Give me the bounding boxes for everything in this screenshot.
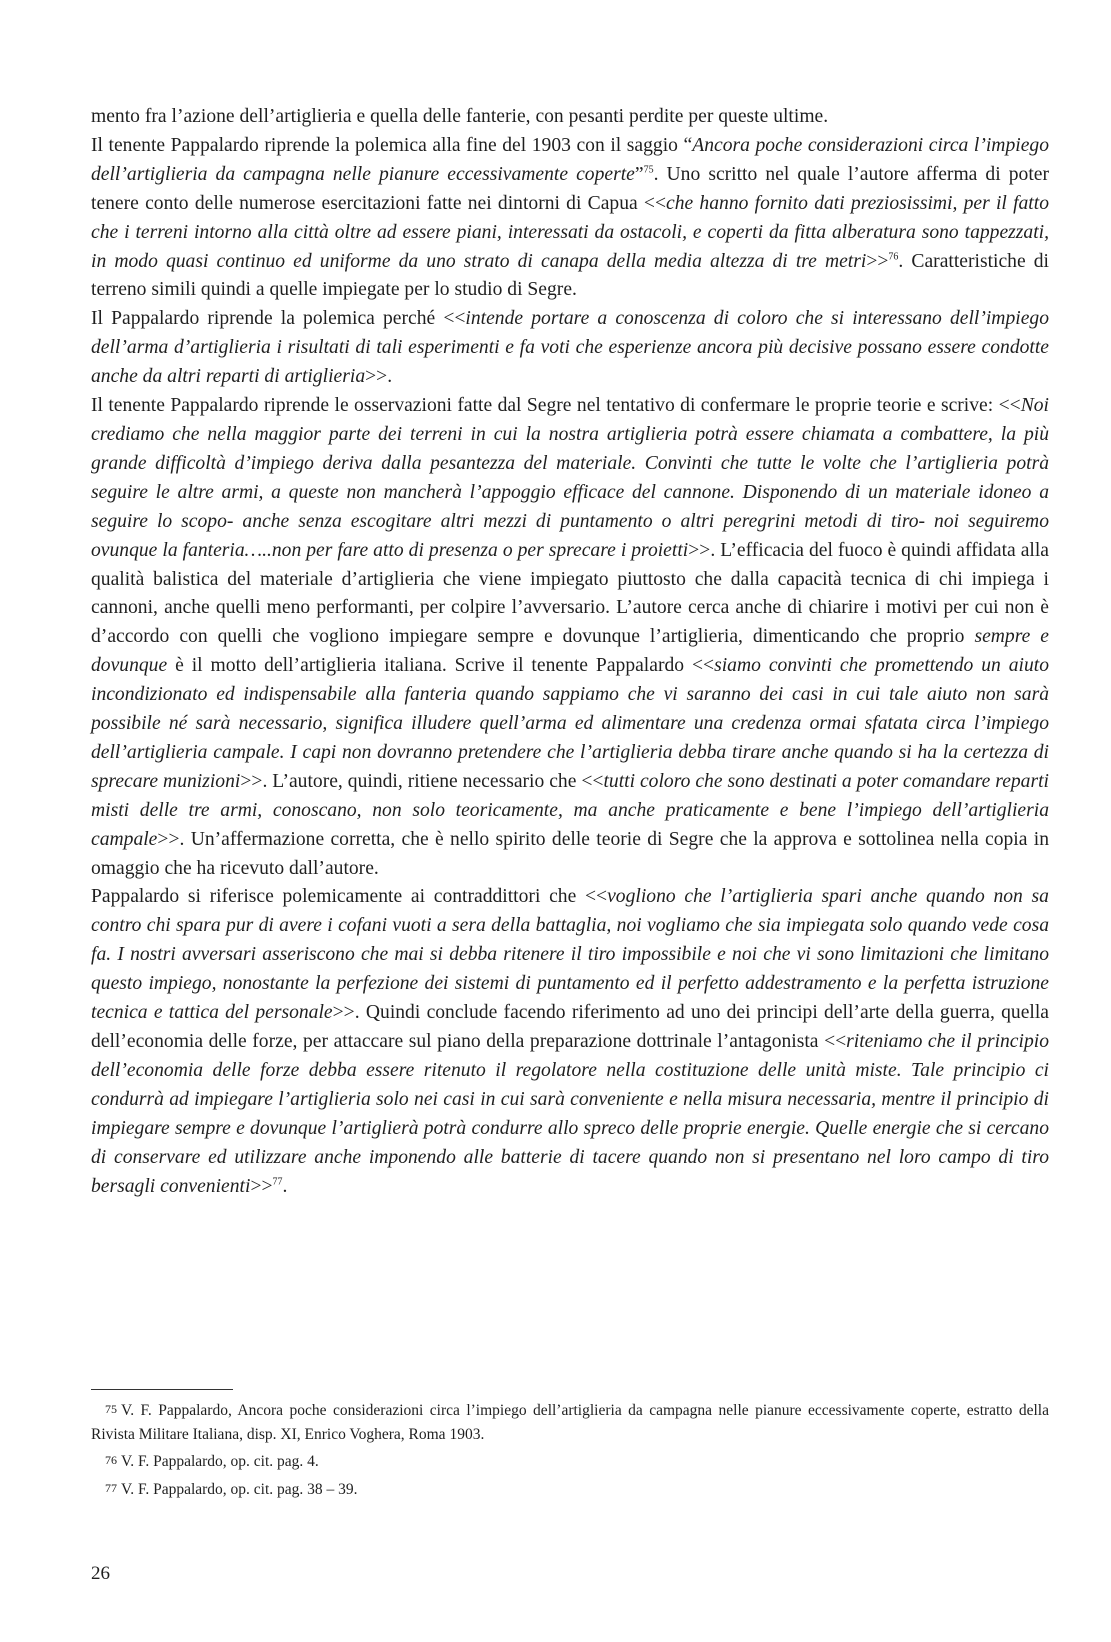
paragraph bbox=[91, 392, 1049, 883]
footnote-number: 75 bbox=[105, 1402, 117, 1416]
text-run: >>. Un’affermazione corretta, che è nello spirito delle teorie di Segre che la approva e sottolinea nella copia in omaggio che ha ricevuto dall’autore. bbox=[91, 828, 1049, 879]
text-run: >>. bbox=[365, 366, 393, 388]
footnote-ref: 75 bbox=[643, 164, 654, 176]
paragraph bbox=[91, 132, 1049, 305]
footnote bbox=[91, 1398, 1049, 1446]
text-run: >> bbox=[250, 1175, 273, 1197]
footnote-separator bbox=[91, 1389, 233, 1390]
text-run: Il tenente Pappalardo riprende le osservazioni fatte dal Segre nel tentativo di confermare le proprie teorie e scrive: << bbox=[91, 395, 1021, 417]
footnote-number: 77 bbox=[105, 1480, 117, 1495]
text-run: >> bbox=[866, 250, 889, 272]
quotation-italic: riteniamo che il principio dell’economia delle forze debba essere ritenuto il regolatore nella costituzione delle unità miste. Tale principio ci condurrà ad impiegare l’artiglieria solo nei casi in cui sarà conveniente e nella misura necessaria, mentre il principio di impiegare sempre e dovunque l’artiglierà potrà condurre allo spreco delle proprie energie. Quelle energie che si cercano di conservare ed utilizzare anche imponendo alle batterie di tacere quando non si presentano nel loro campo di tiro bersagli convenienti bbox=[91, 1031, 1049, 1197]
footnote-number: 76 bbox=[105, 1453, 117, 1467]
text-run: >>. Quindi conclude facendo riferimento ad uno dei principi dell’arte della guerra, quella dell’economia delle forze, per attaccare sul piano della preparazione dottrinale l’antagonista << bbox=[91, 1002, 1049, 1052]
footnote-text: V. F. Pappalardo, op. cit. pag. 38 – 39. bbox=[121, 1480, 358, 1498]
text-run: >>. L’autore, quindi, ritiene necessario che << bbox=[240, 770, 604, 792]
footnote-text: V. F. Pappalardo, Ancora poche considerazioni circa l’impiego dell’artiglieria da campagna nelle pianure eccessivamente coperte, estratto della Rivista Militare Italiana, disp. XI, Enrico Voghera, Roma 1903. bbox=[91, 1402, 1049, 1443]
quotation-italic: tutti coloro che sono destinati a poter comandare reparti misti delle tre armi, conoscano, non solo teoricamente, ma anche praticamente e bene l’impiego dell’artiglieria campale bbox=[91, 770, 1049, 850]
paragraph bbox=[91, 103, 1049, 132]
quotation-italic: intende portare a conoscenza di coloro che si interessano dell’impiego dell’arma d’artiglieria i risultati di tali esperimenti e fa voti che esperienze ancora più decisive possano essere condotte anche da altri reparti di artiglieria bbox=[91, 308, 1049, 388]
text-run: Il Pappalardo riprende la polemica perché << bbox=[91, 308, 466, 330]
paragraph bbox=[91, 883, 1049, 1201]
footnote-text: V. F. Pappalardo, op. cit. pag. 4. bbox=[121, 1453, 319, 1470]
footnote bbox=[91, 1449, 1049, 1474]
footnote bbox=[91, 1477, 1049, 1502]
text-run: Il tenente Pappalardo riprende la polemica alla fine del 1903 con il saggio “ bbox=[91, 134, 693, 156]
text-run: Pappalardo si riferisce polemicamente ai contraddittori che << bbox=[91, 886, 608, 908]
text-run: . bbox=[282, 1175, 288, 1197]
text-run: . Caratteristiche di terreno simili quindi a quelle impiegate per lo studio di Segre. bbox=[91, 250, 1049, 301]
text-run: mento fra l’azione dell’artiglieria e quella delle fanterie, con pesanti perdite per queste ultime. bbox=[91, 106, 829, 127]
text-run: ” bbox=[634, 163, 644, 185]
footnotes bbox=[91, 1398, 1049, 1504]
quotation-italic: che hanno fornito dati preziosissimi, per il fatto che i terreni intorno alla città oltre ad essere piani, interessati da ostacoli, e coperti da fitta alberatura sono tappezzati, in modo quasi continuo ed uniforme da uno strato di canapa della media altezza di tre metri bbox=[91, 192, 1049, 272]
text-run: . Uno scritto nel quale l’autore afferma di poter tenere conto delle numerose esercitazioni fatte nei dintorni di Capua << bbox=[91, 163, 1049, 214]
page-number: 26 bbox=[91, 1563, 110, 1584]
paragraph bbox=[91, 305, 1049, 392]
quotation-italic: vogliono che l’artiglieria spari anche quando non sa contro chi spara pur di avere i cofani vuoti a sera della battaglia, noi vogliamo che sia impiegata solo quando vede cosa fa. I nostri avversari asseriscono che mai si debba ritenere il tiro impossibile e noi che vi sono limitazioni che limitano questo impiego, nonostante la perfezione dei sistemi di puntamento ed il perfetto addestramento e la perfetta istruzione tecnica e tattica del personale bbox=[91, 886, 1049, 1024]
text-run: >>. L’efficacia del fuoco è quindi affidata alla qualità balistica del materiale d’artiglieria che viene impiegato piuttosto che dalla capacità tecnica di chi impiega i cannoni, anche quelli meno performanti, per colpire l’avversario. L’autore cerca anche di chiarire i motivi per cui non è d’accordo con quelli che vogliono impiegare sempre e dovunque l’artiglieria, dimenticando che proprio bbox=[91, 539, 1049, 648]
body-text bbox=[91, 103, 1049, 1201]
quotation-italic: Noi crediamo che nella maggior parte dei terreni in cui la nostra artiglieria potrà essere chiamata a combattere, la più grande difficoltà d’impiego deriva dalla pesantezza del materiale. Convinti che tutte le volte che l’artiglieria potrà seguire le altre armi, a queste non mancherà l’appoggio efficace del cannone. Disponendo di un materiale idoneo a seguire lo scopo- anche senza escogitare altri mezzi di puntamento o altri peregrini metodi di tiro- noi seguiremo ovunque la fanteria…..non per fare atto di presenza o per sprecare i proietti bbox=[91, 395, 1049, 561]
quotation-italic: siamo convinti che promettendo un aiuto incondizionato ed indispensabile alla fanteria quando sappiamo che vi saranno dei casi in cui tale aiuto non sarà possibile né sarà necessario, significa illudere quell’arma ed alimentare una credenza ormai sfatata circa l’impiego dell’artiglieria campale. I capi non dovranno pretendere che l’artiglieria debba tirare anche quando si ha la certezza di sprecare munizioni bbox=[91, 655, 1050, 792]
footnote-ref: 77 bbox=[272, 1176, 283, 1187]
footnote-ref: 76 bbox=[888, 251, 899, 262]
quotation-italic: Ancora poche considerazioni circa l’impiego dell’artiglieria da campagna nelle pianure eccessivamente coperte bbox=[91, 134, 1049, 185]
quotation-italic: sempre e dovunque bbox=[91, 626, 1049, 677]
text-run: è il motto dell’artiglieria italiana. Scrive il tenente Pappalardo << bbox=[167, 655, 715, 677]
